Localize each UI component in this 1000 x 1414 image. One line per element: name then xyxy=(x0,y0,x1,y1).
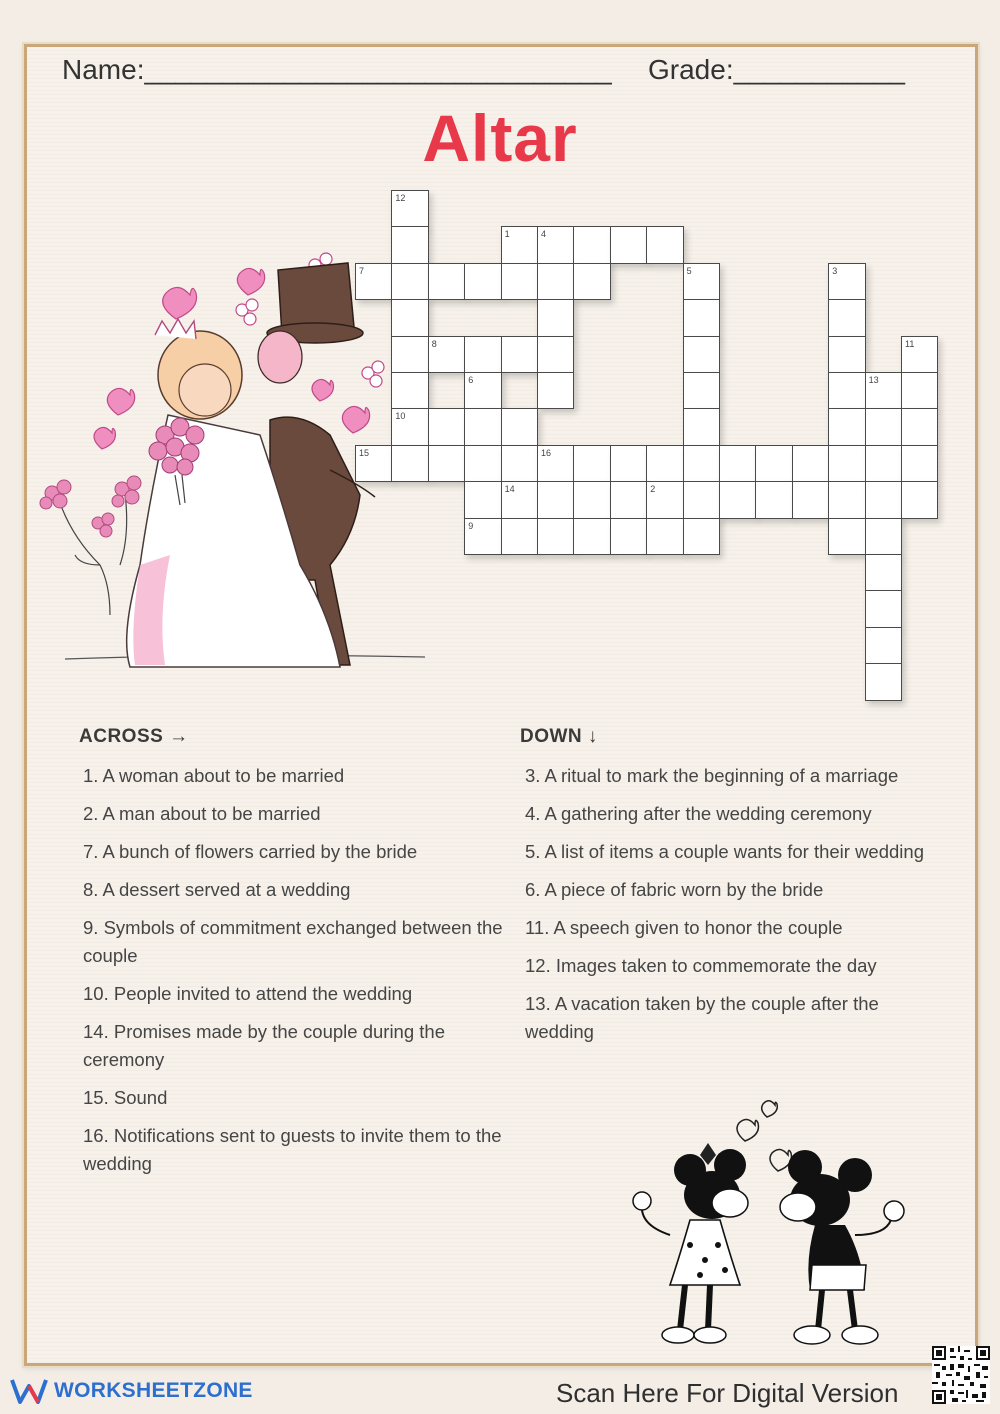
crossword-cell[interactable] xyxy=(792,481,829,518)
crossword-cell[interactable] xyxy=(646,518,683,555)
down-clue: 4. A gathering after the wedding ceremony xyxy=(525,803,872,824)
crossword-cell[interactable] xyxy=(901,481,938,518)
down-clue: 5. A list of items a couple wants for their wedding xyxy=(525,841,924,862)
crossword-cell[interactable] xyxy=(464,408,501,445)
crossword-cell[interactable] xyxy=(828,299,865,336)
crossword-cell[interactable] xyxy=(865,663,902,700)
crossword-cell[interactable] xyxy=(573,481,610,518)
clue-number-label: 2 xyxy=(650,484,656,495)
across-clue: 15. Sound xyxy=(83,1087,168,1108)
crossword-cell[interactable] xyxy=(828,336,865,373)
crossword-cell[interactable] xyxy=(537,299,574,336)
crossword-cell[interactable] xyxy=(501,263,538,300)
crossword-cell[interactable] xyxy=(901,372,938,409)
crossword-cell[interactable] xyxy=(610,445,647,482)
across-clue: 7. A bunch of flowers carried by the bride xyxy=(83,841,418,862)
crossword-cell[interactable] xyxy=(828,372,865,409)
crossword-cell[interactable] xyxy=(719,445,756,482)
mickey-minnie-illustration xyxy=(630,1095,910,1355)
crossword-cell[interactable] xyxy=(755,445,792,482)
crossword-cell[interactable] xyxy=(901,408,938,445)
down-clue: 13. A vacation taken by the couple after the wedding xyxy=(525,993,879,1042)
clue-number-label: 1 xyxy=(504,229,510,240)
crossword-cell[interactable] xyxy=(464,481,501,518)
crossword-cell[interactable] xyxy=(537,518,574,555)
crossword-cell[interactable] xyxy=(828,518,865,555)
crossword-cell[interactable] xyxy=(464,445,501,482)
crossword-cell[interactable] xyxy=(683,408,720,445)
clue-number-label: 4 xyxy=(541,229,547,240)
down-clue: 11. A speech given to honor the couple xyxy=(525,917,843,938)
crossword-cell[interactable] xyxy=(865,554,902,591)
crossword-cell[interactable] xyxy=(573,445,610,482)
across-clue: 16. Notifications sent to guests to invite them to the wedding xyxy=(83,1125,502,1174)
crossword-cell[interactable] xyxy=(865,590,902,627)
down-clue: 12. Images taken to commemorate the day xyxy=(525,955,877,976)
down-clue: 3. A ritual to mark the beginning of a marriage xyxy=(525,765,899,786)
crossword-cell[interactable] xyxy=(683,372,720,409)
crossword-cell[interactable] xyxy=(501,408,538,445)
clue-number-label: 11 xyxy=(905,338,915,349)
crossword-cell[interactable] xyxy=(610,518,647,555)
across-clue: 2. A man about to be married xyxy=(83,803,321,824)
crossword-cell[interactable] xyxy=(537,263,574,300)
crossword-cell[interactable] xyxy=(537,336,574,373)
down-heading: DOWN ↓ xyxy=(520,726,598,747)
worksheetzone-logo-icon xyxy=(10,1376,48,1406)
crossword-cell[interactable] xyxy=(537,372,574,409)
brand-logo[interactable] xyxy=(10,1376,253,1406)
across-clue: 1. A woman about to be married xyxy=(83,765,345,786)
clue-number-label: 13 xyxy=(868,375,879,385)
across-clue: 9. Symbols of commitment exchanged between the couple xyxy=(83,917,503,966)
crossword-cell[interactable] xyxy=(865,445,902,482)
clue-number-label: 14 xyxy=(504,484,515,495)
crossword-cell[interactable] xyxy=(501,336,538,373)
name-field[interactable]: Name:______________________________ xyxy=(62,54,612,85)
crossword-cell[interactable] xyxy=(501,445,538,482)
crossword-cell[interactable] xyxy=(683,299,720,336)
crossword-cell[interactable] xyxy=(719,481,756,518)
crossword-cell[interactable] xyxy=(901,445,938,482)
clue-number-label: 3 xyxy=(832,265,838,276)
crossword-cell[interactable] xyxy=(464,336,501,373)
clue-number-label: 7 xyxy=(359,265,365,276)
down-clue: 6. A piece of fabric worn by the bride xyxy=(525,879,824,900)
crossword-cell[interactable] xyxy=(755,481,792,518)
clue-number-label: 6 xyxy=(468,375,474,385)
crossword-cell[interactable] xyxy=(573,226,610,263)
crossword-cell[interactable] xyxy=(610,226,647,263)
crossword-cell[interactable] xyxy=(573,263,610,300)
crossword-cell[interactable] xyxy=(573,518,610,555)
clue-number-label: 15 xyxy=(359,447,370,458)
page-title: Altar xyxy=(422,101,578,175)
crossword-cell[interactable] xyxy=(683,518,720,555)
across-clue-list xyxy=(83,762,503,1188)
crossword-cell[interactable] xyxy=(828,481,865,518)
crossword-cell[interactable] xyxy=(865,627,902,664)
across-heading: ACROSS → xyxy=(79,726,189,747)
brand-name: WORKSHEETZONE xyxy=(54,1379,253,1402)
scan-text: Scan Here For Digital Version xyxy=(556,1378,899,1408)
bride-groom-illustration xyxy=(30,235,440,675)
crossword-cell[interactable] xyxy=(501,518,538,555)
crossword-cell[interactable] xyxy=(610,481,647,518)
crossword-cell[interactable] xyxy=(537,481,574,518)
crossword-cell[interactable] xyxy=(646,226,683,263)
crossword-cell[interactable] xyxy=(865,518,902,555)
crossword-cell[interactable] xyxy=(683,481,720,518)
clue-number-label: 8 xyxy=(431,338,437,349)
across-clue: 14. Promises made by the couple during the ceremony xyxy=(83,1021,445,1070)
crossword-cell[interactable] xyxy=(792,445,829,482)
clue-number-label: 9 xyxy=(468,520,474,531)
clue-number-label: 5 xyxy=(686,265,692,276)
down-clue-list xyxy=(525,762,925,1056)
crossword-cell[interactable] xyxy=(464,263,501,300)
clue-number-label: 10 xyxy=(395,411,406,422)
clue-number-label: 16 xyxy=(541,447,552,458)
crossword-cell[interactable] xyxy=(828,408,865,445)
crossword-cell[interactable] xyxy=(683,445,720,482)
qr-code-icon[interactable] xyxy=(932,1346,990,1404)
across-clue: 10. People invited to attend the wedding xyxy=(83,983,413,1004)
clue-number-label: 12 xyxy=(395,193,406,203)
crossword-cell[interactable] xyxy=(865,481,902,518)
crossword-cell[interactable] xyxy=(865,408,902,445)
crossword-cell[interactable] xyxy=(683,336,720,373)
crossword-cell[interactable] xyxy=(646,445,683,482)
crossword-cell[interactable] xyxy=(828,445,865,482)
across-clue: 8. A dessert served at a wedding xyxy=(83,879,351,900)
grade-field[interactable]: Grade:___________ xyxy=(648,54,905,85)
